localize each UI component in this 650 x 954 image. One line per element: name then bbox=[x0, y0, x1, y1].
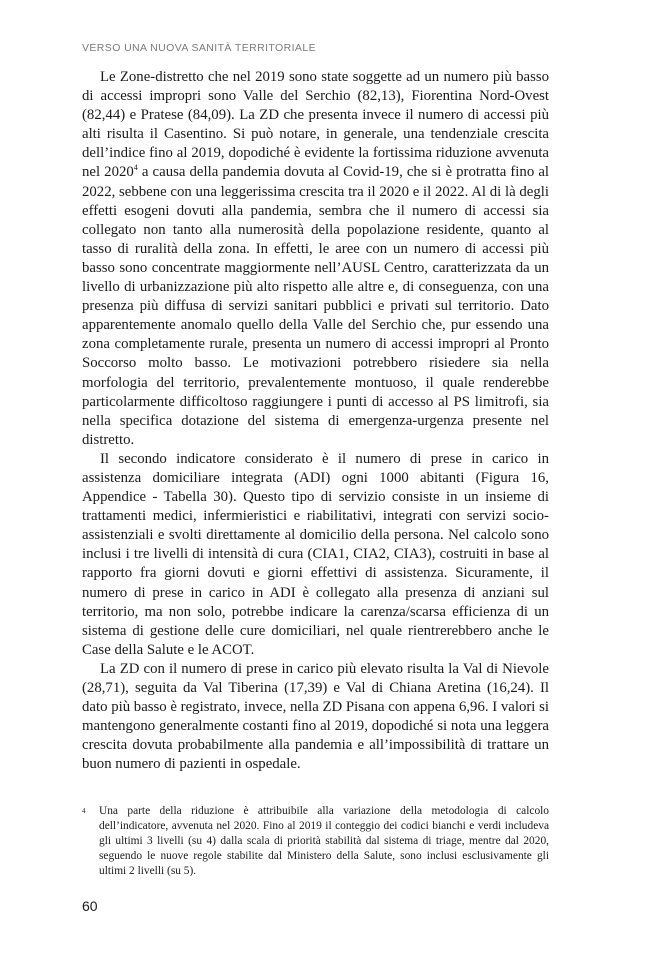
body-text bbox=[82, 68, 549, 774]
paragraph-1-text-b: a causa della pandemia dovuta al Covid-19, che si è protratta fino al 2022, sebbene con una leggerissima crescita tra il 2020 e il 2022. Al di là degli effetti esogeni dovuti alla pandemia, sembra che il numero di accessi sia collegato non tanto alla numerosità della popolazione residente, quanto al tasso di ruralità della zona. In effetti, le aree con un numero di accessi più basso sono concentrate maggiormente nell’AUSL Centro, caratterizzata da un livello di urbanizzazione più alto rispetto alle altre e, di conseguenza, con una presenza più diffusa di servizi sanitari pubblici e privati sul territorio. Dato apparentemente anomalo quello della Valle del Serchio che, pur essendo una zona completamente rurale, presenta un numero di accessi impropri al Pronto Soccorso molto basso. Le motivazioni potrebbero risiedere sia nella morfologia del territorio, prevalentemente montuoso, il quale renderebbe particolarmente difficoltoso raggiungere i punti di accesso al PS limitrofi, sia nella specifica dotazione del sistema di emergenza-urgenza presente nel distretto. bbox=[82, 164, 549, 448]
footnote-number: 4 bbox=[82, 807, 86, 815]
paragraph-2: Il secondo indicatore considerato è il numero di prese in carico in assistenza domiciliare integrata (ADI) ogni 1000 abitanti (Figura 16, Appendice - Tabella 30). Questo tipo di servizio consiste in un insieme di trattamenti medici, infermieristici e riabilitativi, integrati con servizi socio-assistenziali e svolti direttamente al domicilio della persona. Nel calcolo sono inclusi i tre livelli di intensità di cura (CIA1, CIA2, CIA3), costruiti in base al rapporto fra giorni dovuti e giorni effettivi di assistenza. Sicuramente, il numero di prese in carico in ADI è collegato alla presenza di anziani sul territorio, ma non solo, potrebbe indicare la carenza/scarsa efficienza di un sistema di gestione delle cure domiciliari, nel quale rientrerebbero anche le Case della Salute e le ACOT. bbox=[82, 450, 549, 658]
paragraph-1 bbox=[82, 68, 549, 450]
paragraph-1-text-a: Le Zone-distretto che nel 2019 sono state soggette ad un numero più basso di accessi impropri sono Valle del Serchio (82,13), Fiorentina Nord-Ovest (82,44) e Pratese (84,09). La ZD che presenta invece il numero di accessi più alti risulta il Casentino. Si può notare, in generale, una tendenziale crescita dell’indice fino al 2019, dopodiché è evidente la fortissima riduzione avvenuta nel 2020 bbox=[82, 69, 549, 181]
paragraph-3: La ZD con il numero di prese in carico più elevato risulta la Val di Nievole (28,71), seguita da Val Tiberina (17,39) e Val di Chiana Aretina (16,24). Il dato più basso è registrato, invece, nella ZD Pisana con appena 6,96. I valori si mantengono generalmente costanti fino al 2019, dopodiché si nota una leggera crescita dovuta probabilmente alla pandemia e all’impossibilità di trattare un buon numero di pazienti in ospedale. bbox=[82, 660, 549, 773]
running-header: VERSO UNA NUOVA SANITÀ TERRITORIALE bbox=[82, 42, 316, 54]
page-number: 60 bbox=[82, 898, 98, 914]
footnote-reference[interactable]: 4 bbox=[133, 163, 138, 173]
footnote-text: Una parte della riduzione è attribuibile alla variazione della metodologia di calcolo dell’indicatore, avvenuta nel 2020. Fino al 2019 il conteggio dei codici bianchi e verdi includeva gli ultimi 3 livelli (su 4) dalla scala di priorità stabilità dal sistema di triage, mentre dal 2020, seguendo le nuove regole stabilite dal Ministero della Salute, sono inclusi esclusivamente gli ultimi 2 livelli (su 5). bbox=[99, 805, 549, 877]
footnote bbox=[82, 804, 549, 879]
